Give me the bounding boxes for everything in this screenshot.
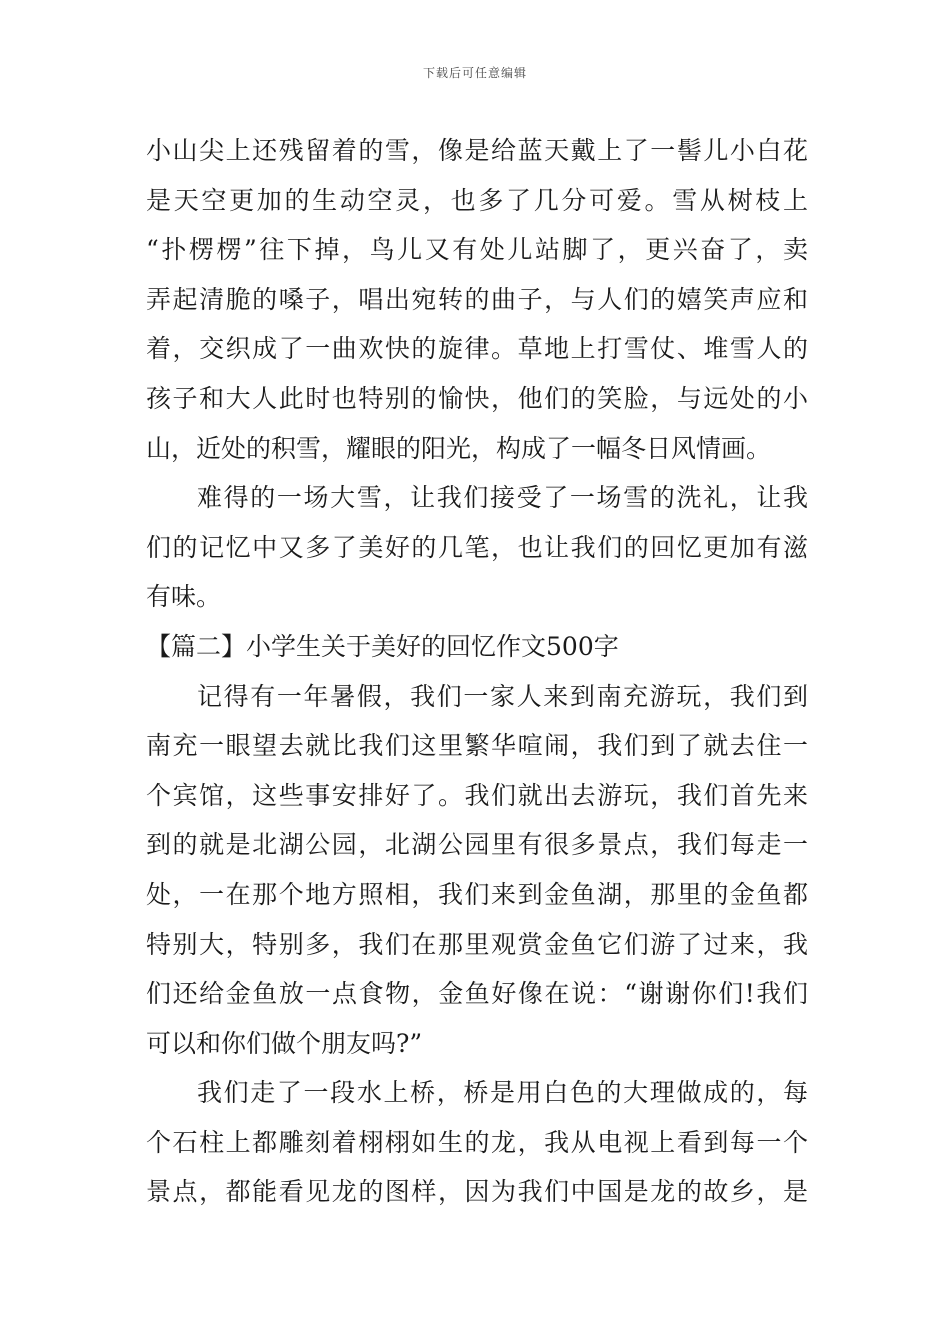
text-line: 景点，都能看见龙的图样，因为我们中国是龙的故乡，是 bbox=[146, 1177, 808, 1207]
text-line: 记得有一年暑假，我们一家人来到南充游玩，我们到 bbox=[197, 681, 808, 711]
text-line: 弄起清脆的嗓子，唱出宛转的曲子，与人们的嬉笑声应和 bbox=[146, 284, 808, 314]
text-line: 山，近处的积雪，耀眼的阳光，构成了一幅冬日风情画。 bbox=[146, 433, 772, 463]
text-line: 们的记忆中又多了美好的几笔，也让我们的回忆更加有滋 bbox=[146, 532, 808, 562]
text-line: 特别大，特别多，我们在那里观赏金鱼它们游了过来，我 bbox=[146, 929, 808, 959]
text-line: 可以和你们做个朋友吗?” bbox=[146, 1028, 423, 1058]
paragraph bbox=[146, 473, 808, 622]
text-line: 孩子和大人此时也特别的愉快，他们的笑脸，与远处的小 bbox=[146, 383, 808, 413]
text-line: 处，一在那个地方照相，我们来到金鱼湖，那里的金鱼都 bbox=[146, 879, 808, 909]
text-line: 是天空更加的生动空灵，也多了几分可爱。雪从树枝上 bbox=[146, 185, 808, 215]
paragraph bbox=[146, 672, 808, 1069]
text-line: 着，交织成了一曲欢快的旋律。草地上打雪仗、堆雪人的 bbox=[146, 334, 808, 364]
text-line: 个宾馆，这些事安排好了。我们就出去游玩，我们首先来 bbox=[146, 780, 808, 810]
text-line: 有味。 bbox=[146, 582, 222, 612]
text-line: “扑楞楞”往下掉，鸟儿又有处儿站脚了，更兴奋了，卖 bbox=[146, 235, 808, 265]
section-heading bbox=[146, 622, 808, 672]
document-body bbox=[146, 126, 808, 1217]
text-line: 到的就是北湖公园，北湖公园里有很多景点，我们每走一 bbox=[146, 830, 808, 860]
text-line: 难得的一场大雪，让我们接受了一场雪的洗礼，让我 bbox=[197, 483, 808, 513]
page-header-note: 下载后可任意编辑 bbox=[422, 66, 527, 80]
section-title: 【篇二】小学生关于美好的回忆作文500字 bbox=[146, 631, 619, 661]
paragraph bbox=[146, 126, 808, 473]
paragraph bbox=[146, 1068, 808, 1217]
text-line: 我们走了一段水上桥，桥是用白色的大理做成的，每 bbox=[197, 1078, 808, 1108]
text-line: 们还给金鱼放一点食物，金鱼好像在说：“谢谢你们!我们 bbox=[146, 979, 808, 1009]
text-line: 小山尖上还残留着的雪，像是给蓝天戴上了一髻儿小白花 bbox=[146, 136, 808, 165]
text-line: 个石柱上都雕刻着栩栩如生的龙，我从电视上看到每一个 bbox=[146, 1127, 808, 1157]
text-line: 南充一眼望去就比我们这里繁华喧闹，我们到了就去住一 bbox=[146, 731, 808, 761]
